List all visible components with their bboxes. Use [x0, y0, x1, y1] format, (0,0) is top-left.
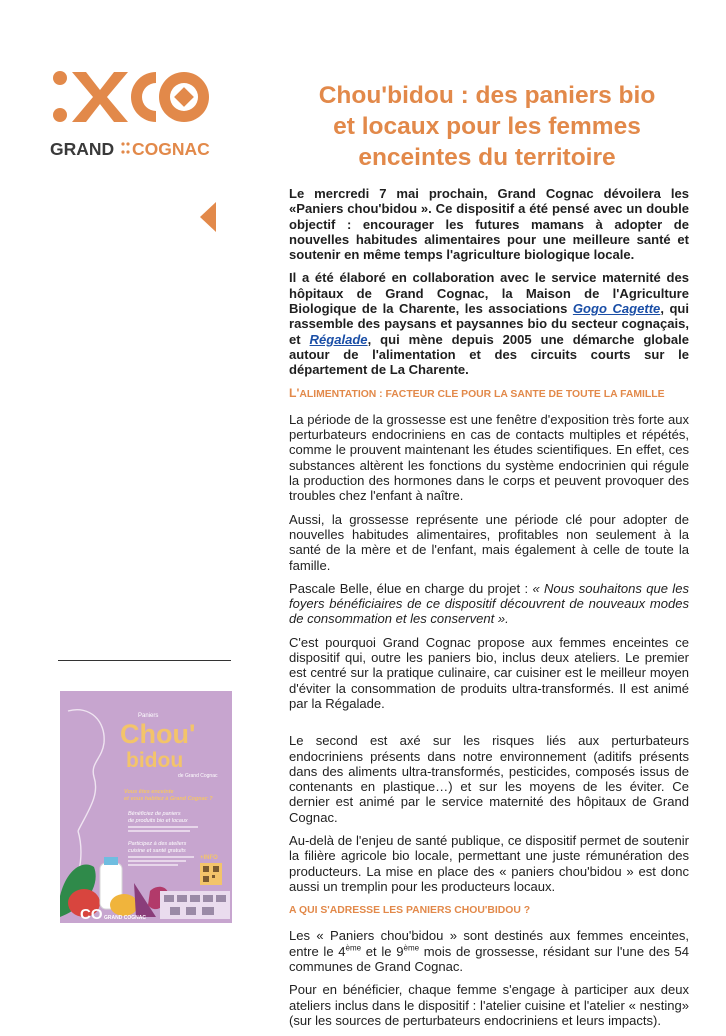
poster-benefit-2b: cuisine et santé gratuits — [128, 848, 186, 854]
s2p1-c: mois de grossesse, résidant sur l'une des 54 communes de Grand Cognac. — [289, 943, 690, 975]
heading2-d: IDOU ? — [494, 905, 531, 917]
title-line-2: et locaux pour les femmes — [333, 113, 641, 140]
divider — [58, 660, 231, 661]
logo-word-grand: GRAND — [50, 139, 115, 159]
poster-footer-word: GRAND COGNAC — [104, 915, 146, 921]
quote-text: « Nous souhaitons que les foyers bénéficiaires de ce dispositif découvrent de nouveaux modes de consommation et les conservent ». — [289, 580, 689, 627]
heading2-a: A QUI S'ADRESSE LES PANIERS C — [289, 905, 462, 917]
grand-cognac-logo — [48, 68, 238, 163]
link-regalade[interactable]: Régalade — [309, 331, 368, 347]
poster-small-top: Paniers — [138, 713, 159, 719]
intro-paragraph-1: Le mercredi 7 mai prochain, Grand Cognac dévoilera les «Paniers chou'bidou ». Ce dispositif a été pensé avec un double objectif : encourager les futures mamans à adopter de nouvelles habitudes alimentaires pour une meilleure santé et soutenir en même temps l'agriculture biologique locale. — [289, 186, 689, 263]
poster-benefit-1b: de produits bio et locaux — [128, 818, 188, 824]
poster-question-2: et vous habitez à Grand Cognac ? — [124, 796, 213, 802]
intro-paragraph-2 — [289, 270, 689, 377]
triangle-left-icon — [200, 202, 216, 232]
logo-word-cognac: COGNAC — [132, 139, 210, 159]
s2p1-a: Les « Paniers chou'bidou » sont destinés aux femmes enceintes, entre le 4 — [289, 928, 689, 959]
section2-paragraph-2: Pour en bénéficier, chaque femme s'engage à participer aux deux ateliers inclus dans le dispositif : l'atelier cuisine et l'atelier « nesting» (sur les sources de perturbateurs endocriniens et leurs impacts). — [289, 982, 689, 1028]
poster-image — [60, 691, 232, 923]
heading2-b: HOU' — [461, 905, 488, 917]
s2p1-sup2: ème — [403, 943, 420, 953]
intro-p2-text-c: , qui mène depuis 2005 une démarche globale autour de l'alimentation et des circuits courts sur le département de La Charente. — [289, 331, 689, 378]
s2p1-b: et le 9 — [361, 943, 404, 959]
section2-paragraph-1 — [289, 928, 689, 974]
logo-mark-icon — [48, 68, 238, 163]
poster-question-1: Vous êtes enceinte — [124, 789, 174, 795]
poster-footer-brand: CO — [80, 906, 103, 923]
heading-initial: L' — [289, 385, 300, 400]
intro-p2-text-a: Il a été élaboré en collaboration avec le service maternité des hôpitaux de Grand Cognac, la Maison de l'Agriculture Biologique de la Charente, les associations — [289, 270, 689, 317]
heading2-c: B — [487, 905, 495, 917]
section1-paragraph-6: Au-delà de l'enjeu de santé publique, ce dispositif permet de soutenir la filière agricole bio locale, permettant une juste rémunération des producteurs. La mise en place des « paniers chou'bidou » est donc aussi un tremplin pour les producteurs locaux. — [289, 832, 689, 894]
section-heading-alimentation — [289, 386, 689, 402]
section1-paragraph-5: Le second est axé sur les risques liés aux perturbateurs endocriniens présents dans notre environnement (aditifs présents dans des aliments ultra-transformés, pesticides, composés issus de contenants en plastique…) et sur les moyens de les éviter. Ce dernier est animé par le service maternité des hôpitaux de Grand Cognac. — [289, 733, 689, 825]
poster-sub: de Grand Cognac — [178, 773, 218, 779]
section1-paragraph-2: Aussi, la grossesse représente une période clé pour adopter de nouvelles habitudes alimentaires, profitables non seulement à la santé de la mère et de l'enfant, mais également à celle de toute la famille. — [289, 511, 689, 573]
heading-rest: ALIMENTATION : FACTEUR CLE POUR LA SANTE DE TOUTE LA FAMILLE — [299, 388, 665, 400]
poster-info: +INFO — [200, 855, 218, 861]
title-line-1: Chou'bidou : des paniers bio — [318, 82, 656, 109]
poster-name-2: bidou — [126, 749, 184, 772]
s2p1-sup1: ème — [345, 943, 362, 953]
poster-benefit-2a: Participez à des ateliers — [128, 841, 187, 847]
title-line-3: enceintes du territoire — [358, 144, 616, 171]
poster-artwork — [60, 691, 232, 923]
poster-name-1: Chou' — [120, 719, 196, 749]
intro-p2-text-b: , qui rassemble des paysans et paysannes bio du secteur cognaçais, et — [289, 301, 690, 347]
poster-benefit-1a: Bénéficiez de paniers — [128, 811, 181, 817]
section1-paragraph-4: C'est pourquoi Grand Cognac propose aux femmes enceintes ce dispositif qui, outre les paniers bio, inclus deux ateliers. Le premier est centré sur la pratique culinaire, car cuisiner est le meilleur moyen d'éviter la consommation de produits ultra-transformés. Il est animé par la Régalade. — [289, 634, 689, 711]
page-title — [262, 80, 712, 173]
section1-paragraph-1: La période de la grossesse est une fenêtre d'exposition très forte aux perturbateurs endocriniens en cas de contacts multiples et répétés, comme le prouvent maintenant les études scientifiques. En effet, ces substances altèrent les fonctions du système endocrinien qui régule la production des hormones dans le corps et peuvent provoquer des troubles chez l'enfant à naître. — [289, 411, 689, 504]
link-gogo-cagette[interactable]: Gogo Cagette — [572, 301, 661, 317]
quote-intro: Pascale Belle, élue en charge du projet : — [289, 580, 533, 596]
section1-paragraph-3 — [289, 581, 689, 627]
article-body — [289, 186, 689, 1036]
section-heading-a-qui — [289, 902, 689, 918]
